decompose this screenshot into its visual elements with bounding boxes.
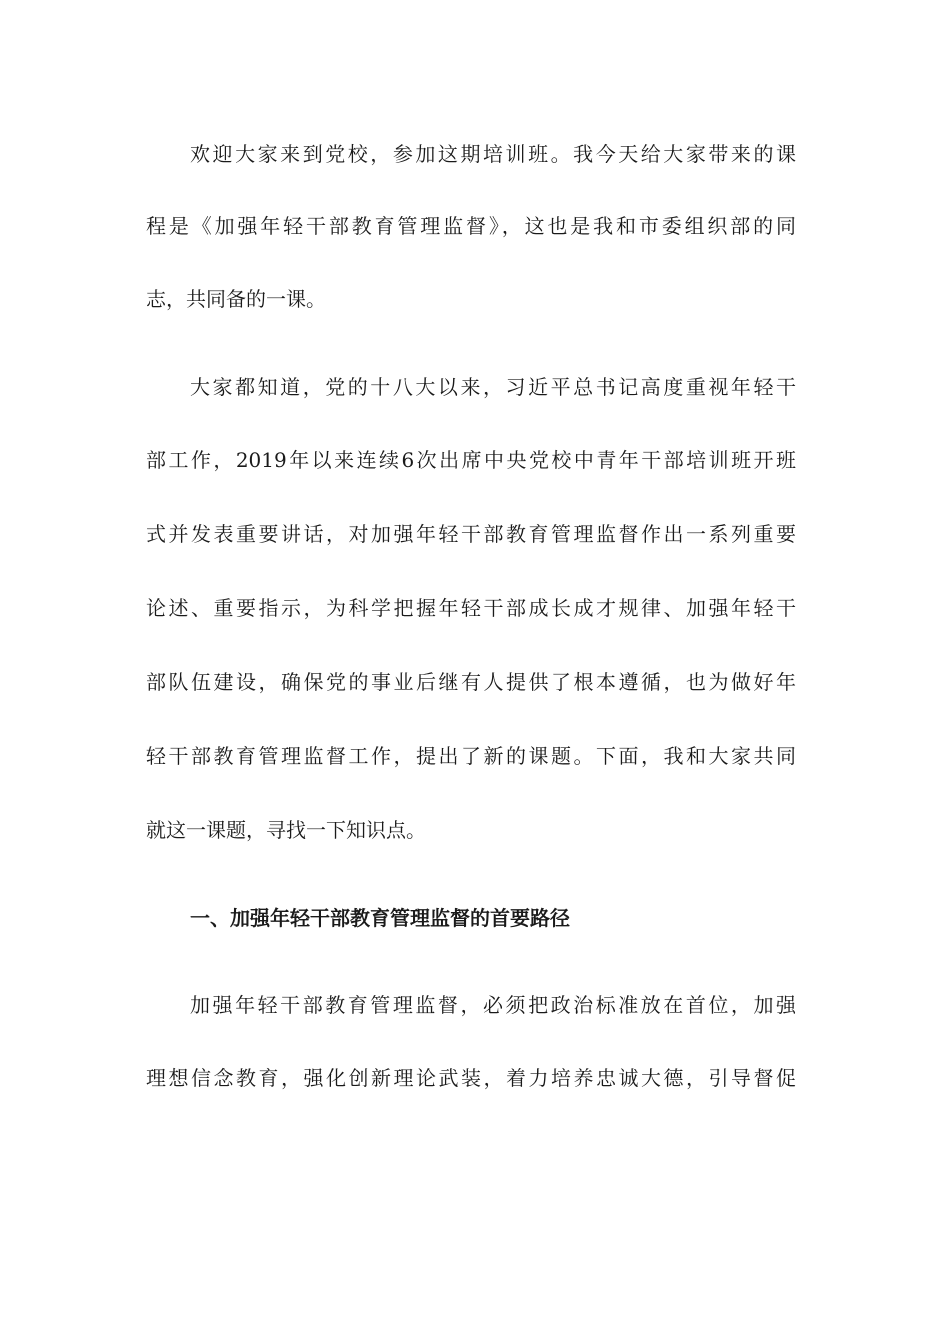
paragraph-2-line-7: 就这一课题，寻找一下知识点。 [146,818,426,842]
section-heading: 一、加强年轻干部教育管理监督的首要路径 [190,906,570,930]
paragraph-3-line-1: 加强年轻干部教育管理监督，必须把政治标准放在首位，加强 [190,993,796,1017]
paragraph-2-line-2: 部工作，2019年以来连续6次出席中央党校中青年干部培训班开班 [146,448,796,472]
paragraph-2-line-5: 部队伍建设，确保党的事业后继有人提供了根本遵循，也为做好年 [146,670,796,694]
paragraph-2-line-6: 轻干部教育管理监督工作，提出了新的课题。下面，我和大家共同 [146,744,796,768]
paragraph-2-line-4: 论述、重要指示，为科学把握年轻干部成长成才规律、加强年轻干 [146,596,796,620]
paragraph-1-line-1: 欢迎大家来到党校，参加这期培训班。我今天给大家带来的课 [190,142,796,166]
paragraph-2-line-1: 大家都知道，党的十八大以来，习近平总书记高度重视年轻干 [190,375,796,399]
paragraph-3-line-2: 理想信念教育，强化创新理论武装，着力培养忠诚大德，引导督促 [146,1066,796,1090]
paragraph-1-line-2: 程是《加强年轻干部教育管理监督》，这也是我和市委组织部的同 [146,214,796,238]
paragraph-1-line-3: 志，共同备的一课。 [146,287,326,311]
paragraph-2-line-3: 式并发表重要讲话，对加强年轻干部教育管理监督作出一系列重要 [146,522,796,546]
